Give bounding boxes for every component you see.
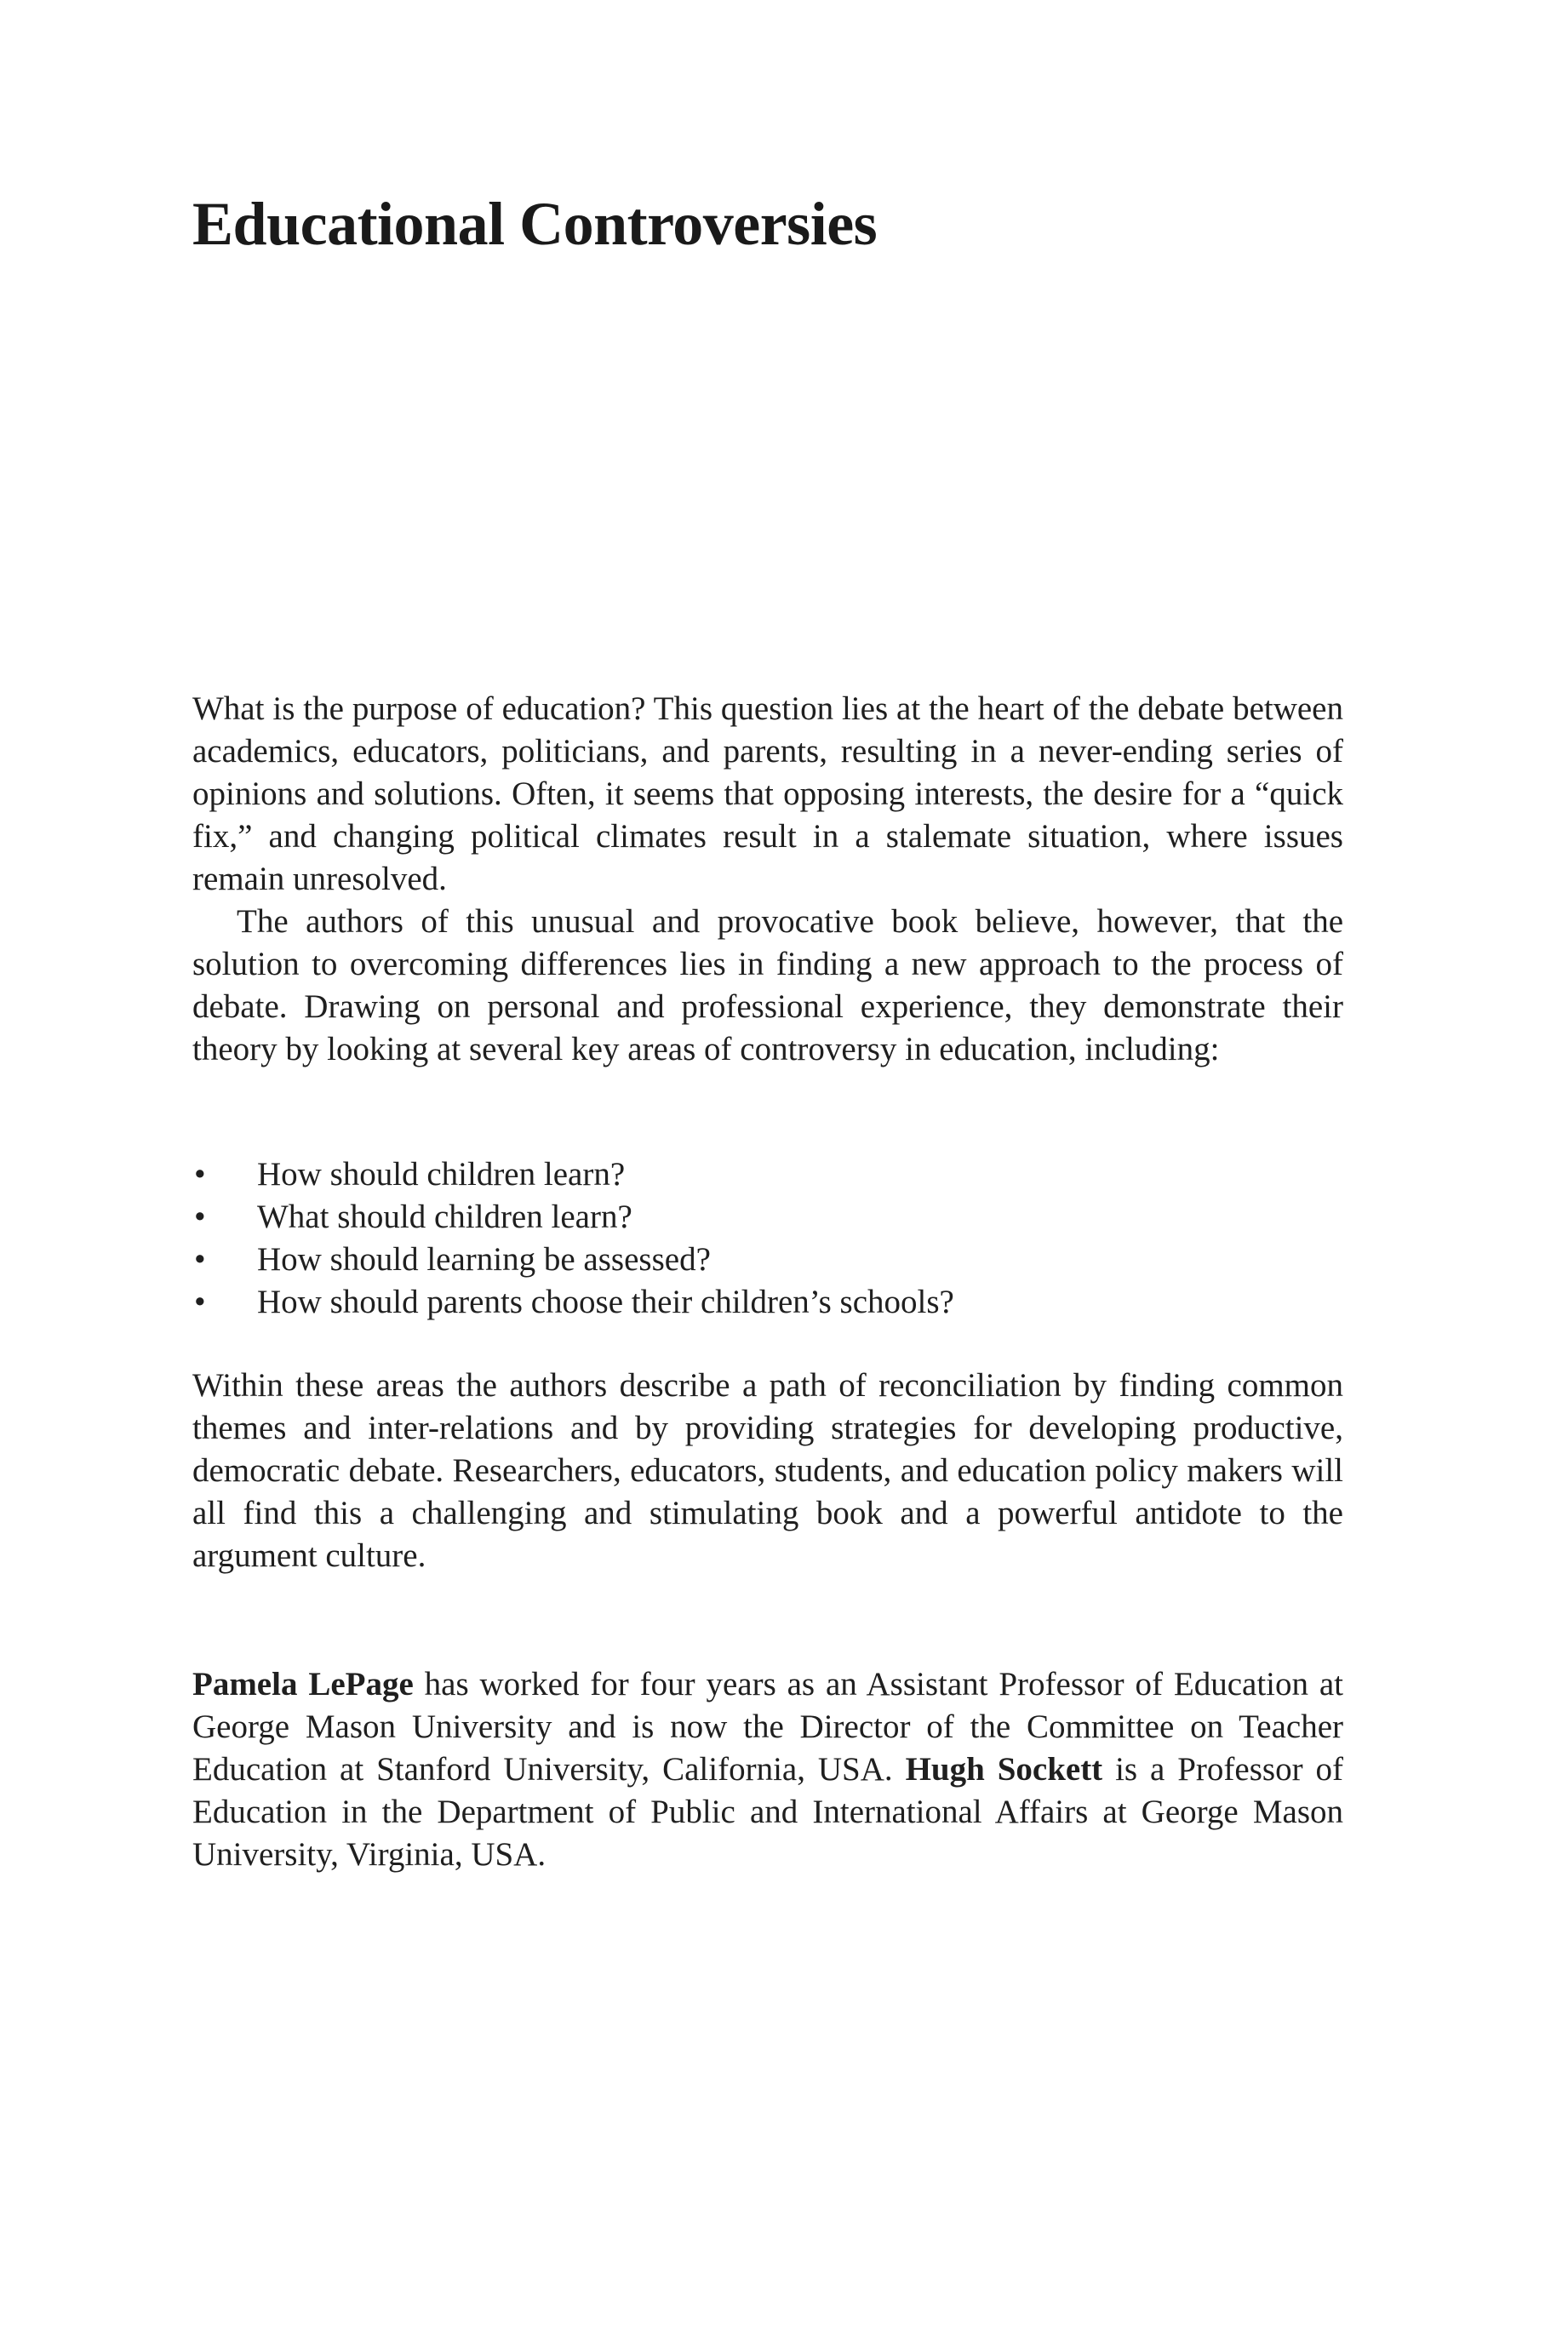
list-item bbox=[192, 1281, 1343, 1324]
list-item bbox=[192, 1239, 1343, 1281]
list-item-text: How should children learn? bbox=[257, 1156, 626, 1193]
closing-section bbox=[192, 1365, 1343, 1577]
author-1-bio: has worked for four years as an Assistant Professor of Education at George Mason University and is now the Director of the Committee on Teacher Education at Stanford University, California, USA. bbox=[192, 1666, 1343, 1788]
author-2-bio: is a Professor of Education in the Department of Public and International Affairs at George Mason University, Virginia, USA. bbox=[192, 1751, 1343, 1873]
closing-paragraph: Within these areas the authors describe a path of reconciliation by finding common themes and inter-relations and by providing strategies for developing productive, democratic debate. Researchers, educators, students, and education policy makers will all find this a challenging and stimulating book and a powerful antidote to the argument culture. bbox=[192, 1367, 1343, 1574]
list-item-text: How should parents choose their children’s schools? bbox=[257, 1284, 954, 1320]
list-item-text: How should learning be assessed? bbox=[257, 1241, 711, 1278]
author-2-name: Hugh Sockett bbox=[905, 1751, 1103, 1788]
blurb-paragraph-1: What is the purpose of education? This question lies at the heart of the debate between academics, educators, politicians, and parents, resulting in a never-ending series of opinions and solutions. Often, it seems that opposing interests, the desire for a “quick fix,” and changing political climates result in a stalemate situation, where issues remain unresolved. bbox=[192, 690, 1343, 897]
bullet-icon: • bbox=[194, 1199, 206, 1235]
blurb-paragraph-2: The authors of this unusual and provocative book believe, however, that the solution to overcoming differences lies in finding a new approach to the process of debate. Drawing on personal and professional experience, they demonstrate their theory by looking at several key areas of controversy in education, including: bbox=[192, 903, 1343, 1067]
author-1-name: Pamela LePage bbox=[192, 1666, 414, 1702]
author-bio-paragraph bbox=[192, 1663, 1343, 1876]
list-item-text: What should children learn? bbox=[257, 1199, 632, 1235]
list-item bbox=[192, 1153, 1343, 1196]
page-title: Educational Controversies bbox=[192, 190, 878, 258]
bullet-icon: • bbox=[194, 1284, 206, 1320]
author-bio-section bbox=[192, 1663, 1343, 1876]
list-item bbox=[192, 1196, 1343, 1239]
bullet-icon: • bbox=[194, 1156, 206, 1193]
bullet-icon: • bbox=[194, 1241, 206, 1278]
controversy-list bbox=[192, 1153, 1343, 1324]
blurb-section bbox=[192, 688, 1343, 1071]
